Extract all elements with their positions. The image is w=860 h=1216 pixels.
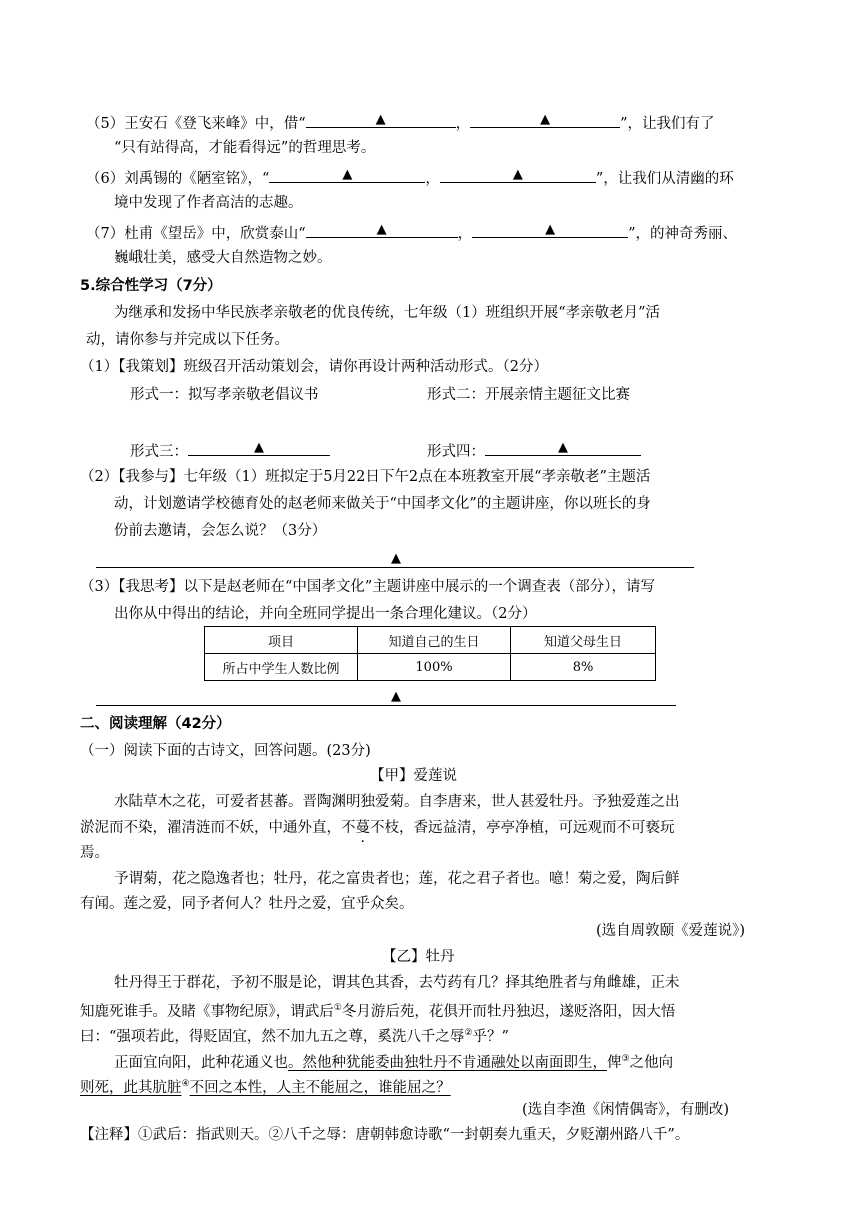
- underlined-sentence: 则死，此其肮脏: [80, 1079, 182, 1096]
- form-three-blank[interactable]: [188, 439, 330, 456]
- yi-p2-line2: [80, 1074, 451, 1098]
- q5-item7-text-b: ”，的神奇秀丽、: [628, 226, 738, 242]
- section5-q2-line3: 份前去邀请，会怎么说？（3分）: [114, 523, 327, 539]
- text-segment: 之他向: [629, 1054, 674, 1071]
- footnote-marker: ①: [333, 1003, 342, 1013]
- text-segment: 淤泥而不染，濯清涟而不妖，中通外直，不: [80, 820, 356, 836]
- q5-item5-line1: [86, 111, 715, 134]
- q5-item7-line1: [86, 221, 737, 244]
- triangle-marker: ▲: [512, 167, 523, 182]
- q5-item5-text-a: （5）王安石《登飞来峰》中，借“: [86, 116, 306, 132]
- q5-item7-line2: 巍峨壮美，感受大自然造物之妙。: [114, 250, 332, 266]
- triangle-marker: ▲: [391, 689, 401, 704]
- answer-blank[interactable]: [306, 111, 456, 128]
- part2-title: 二、阅读理解（42分）: [80, 716, 231, 732]
- triangle-marker: ▲: [375, 112, 386, 127]
- text-segment: 不枝，香远益清，亭亭净植，可远观而不可亵玩: [370, 820, 675, 836]
- form-four: [427, 439, 641, 462]
- answer-blank[interactable]: [269, 166, 425, 183]
- underlined-sentence: 。然他种犹能委曲独牡丹不肯通融处以南面即生，: [288, 1054, 607, 1071]
- triangle-marker: ▲: [254, 440, 264, 455]
- text-segment: 乎？”: [472, 1028, 509, 1045]
- comma: ，: [455, 116, 471, 132]
- yi-p1-line3: [80, 1023, 509, 1047]
- jia-p1-line2: [80, 818, 675, 838]
- section5-title: 5.综合性学习（7分）: [80, 278, 222, 294]
- text-segment: 正面宜向阳，此种花通义也: [114, 1054, 288, 1071]
- table-cell: 100%: [358, 654, 511, 681]
- section5-q3-line2: 出你从中得出的结论，并向全班同学提出一条合理化建议。（2分）: [114, 606, 537, 622]
- section5-q2-line1: （2）【我参与】七年级（1）班拟定于5月22日下午2点在本班教室开展“孝亲敬老”主题活: [80, 469, 651, 485]
- q5-item6-text-a: （6）刘禹锡的《陋室铭》，“: [86, 171, 270, 187]
- table-cell: 所占中学生人数比例: [205, 654, 358, 681]
- footnote: 【注释】①武后：指武则天。②八千之辱：唐朝韩愈诗歌“一封朝奏九重天，夕贬潮州路八千”。: [80, 1127, 690, 1143]
- form-three: [130, 439, 330, 462]
- footnote-marker: ②: [464, 1028, 473, 1038]
- text-segment: 曰：“强项若此，得贬固宜，然不加九五之尊，奚洗八千之辱: [80, 1028, 465, 1045]
- section5-intro-line1: 为继承和发扬中华民族孝亲敬老的优良传统，七年级（1）班组织开展“孝亲敬老月”活: [114, 305, 661, 321]
- form-one: 形式一：拟写孝亲敬老倡议书: [130, 387, 319, 403]
- form-three-label: 形式三：: [130, 444, 188, 460]
- triangle-marker: ▲: [391, 551, 401, 566]
- comma: ，: [457, 226, 473, 242]
- section5-q3-line1: （3）【我思考】以下是赵老师在“中国孝文化”主题讲座中展示的一个调查表（部分），请写: [80, 579, 656, 595]
- form-two: 形式二：开展亲情主题征文比赛: [427, 387, 630, 403]
- table-row: [205, 654, 656, 681]
- footnote-marker: ③: [621, 1054, 630, 1064]
- triangle-marker: ▲: [545, 222, 556, 237]
- table-header-cell: 知道父母生日: [511, 627, 656, 654]
- jia-title: 【甲】爱莲说: [370, 768, 457, 784]
- jia-source: (选自周敦颐《爱莲说》): [596, 923, 746, 939]
- q5-item7-text-a: （7）杜甫《望岳》中，欣赏泰山“: [86, 226, 306, 242]
- text-segment: 知鹿死谁手。及睹《事物纪原》，谓武后: [80, 1003, 334, 1020]
- answer-blank[interactable]: [470, 111, 620, 128]
- yi-title: 【乙】牡丹: [382, 949, 455, 965]
- part2-sub1: （一）阅读下面的古诗文，回答问题。(23分): [80, 743, 371, 759]
- jia-p2-line2: 有闻。莲之爱，同予者何人？牡丹之爱，宜乎众矣。: [80, 896, 414, 912]
- footnote-marker: ④: [181, 1079, 190, 1089]
- yi-p1-line1: 牡丹得王于群花，予初不服是论，谓其色其香，去芍药有几？择其绝胜者与角雌雄，正未: [114, 975, 680, 991]
- text-segment: 冬月游后苑，花俱开而牡丹独迟，遂贬洛阳，因大悟: [341, 1003, 676, 1020]
- q2-answer-line[interactable]: [96, 567, 694, 568]
- q5-item5-text-b: ”，让我们有了: [620, 116, 715, 132]
- q5-item6-text-b: ”，让我们从清幽的环: [595, 171, 734, 187]
- table-header-row: [205, 627, 656, 654]
- yi-p2-line1: [114, 1049, 673, 1073]
- emphasis-char: 蔓: [355, 820, 370, 836]
- triangle-marker: ▲: [540, 112, 551, 127]
- q5-item5-line2: “只有站得高，才能看得远”的哲理思考。: [114, 140, 376, 156]
- triangle-marker: ▲: [558, 440, 568, 455]
- section5-q1: （1）【我策划】班级召开活动策划会，请你再设计两种活动形式。（2分）: [80, 359, 548, 375]
- jia-p1-line1: 水陆草木之花，可爱者甚蕃。晋陶渊明独爱菊。自李唐来，世人甚爱牡丹。予独爱莲之出: [114, 794, 680, 810]
- survey-table: [204, 626, 656, 681]
- triangle-marker: ▲: [376, 222, 387, 237]
- jia-p1-line3: 焉。: [80, 845, 109, 861]
- yi-p1-line2: [80, 998, 675, 1022]
- section5-q2-line2: 动，计划邀请学校德育处的赵老师来做关于“中国孝文化”的主题讲座，你以班长的身: [114, 496, 651, 512]
- answer-blank[interactable]: [440, 166, 596, 183]
- underlined-sentence: 人主不能屈之，谁能屈之？: [276, 1079, 451, 1096]
- text-segment: 俾: [607, 1054, 622, 1071]
- table-header-cell: 项目: [205, 627, 358, 654]
- comma: ，: [425, 171, 440, 187]
- table-header-cell: 知道自己的生日: [358, 627, 511, 654]
- triangle-marker: ▲: [342, 167, 353, 182]
- answer-blank[interactable]: [306, 221, 458, 238]
- underlined-sentence: 不回之本性，: [189, 1079, 277, 1096]
- answer-blank[interactable]: [472, 221, 628, 238]
- form-four-label: 形式四：: [427, 444, 485, 460]
- jia-p2-line1: 予谓菊，花之隐逸者也；牡丹，花之富贵者也；莲，花之君子者也。噫！菊之爱，陶后鲜: [114, 871, 680, 887]
- q3-answer-line[interactable]: [96, 705, 676, 706]
- form-four-blank[interactable]: [485, 439, 641, 456]
- q5-item6-line2: 境中发现了作者高洁的志趣。: [114, 195, 303, 211]
- table-cell: 8%: [511, 654, 656, 681]
- q5-item6-line1: [86, 166, 734, 189]
- section5-intro-line2: 动，请你参与并完成以下任务。: [86, 332, 289, 348]
- yi-source: (选自李渔《闲情偶寄》，有删改): [522, 1102, 730, 1118]
